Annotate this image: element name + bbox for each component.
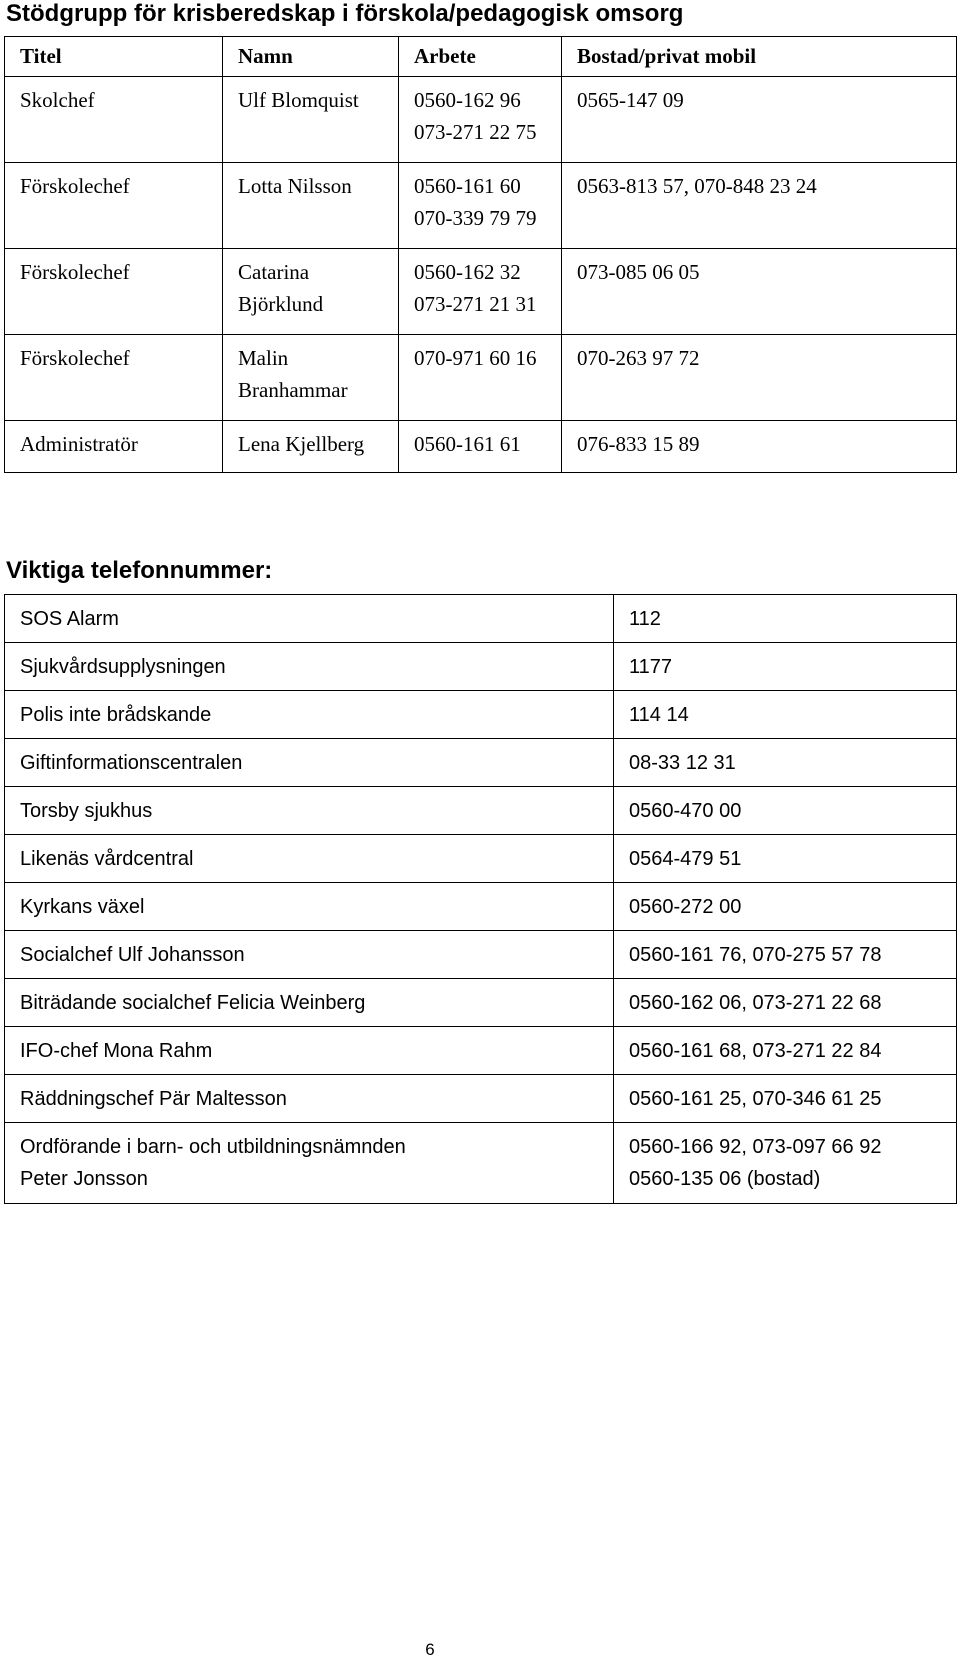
cell-bostad: 070-263 97 72	[562, 335, 957, 421]
phone-name: Biträdande socialchef Felicia Weinberg	[5, 979, 614, 1027]
phone-number: 112	[614, 595, 957, 643]
cell-bostad: 0563-813 57, 070-848 23 24	[562, 163, 957, 249]
cell-titel: Förskolechef	[5, 163, 223, 249]
phone-number: 0560-161 25, 070-346 61 25	[614, 1075, 957, 1123]
phone-name: Socialchef Ulf Johansson	[5, 931, 614, 979]
cell-arbete: 0560-162 32 073-271 21 31	[399, 249, 562, 335]
header-namn: Namn	[223, 37, 399, 77]
table-row	[5, 163, 957, 249]
table-row	[5, 931, 957, 979]
cell-titel: Förskolechef	[5, 335, 223, 421]
phone-name: Sjukvårdsupplysningen	[5, 643, 614, 691]
phone-number: 0560-162 06, 073-271 22 68	[614, 979, 957, 1027]
phone-name: Giftinformationscentralen	[5, 739, 614, 787]
phone-number: 0560-166 92, 073-097 66 92 0560-135 06 (bostad)	[614, 1123, 957, 1204]
table-row	[5, 595, 957, 643]
table-row	[5, 77, 957, 163]
table-row	[5, 1027, 957, 1075]
phone-name: Likenäs vårdcentral	[5, 835, 614, 883]
cell-bostad: 073-085 06 05	[562, 249, 957, 335]
table-row	[5, 883, 957, 931]
table-row	[5, 643, 957, 691]
table-row	[5, 691, 957, 739]
phone-name: Räddningschef Pär Maltesson	[5, 1075, 614, 1123]
cell-titel: Skolchef	[5, 77, 223, 163]
phone-name: Torsby sjukhus	[5, 787, 614, 835]
cell-namn: Lotta Nilsson	[223, 163, 399, 249]
crisis-group-table	[4, 36, 957, 473]
cell-bostad: 076-833 15 89	[562, 421, 957, 473]
table-row	[5, 335, 957, 421]
cell-namn: Catarina Björklund	[223, 249, 399, 335]
cell-namn: Ulf Blomquist	[223, 77, 399, 163]
phone-number: 0560-272 00	[614, 883, 957, 931]
page-number: 6	[425, 1640, 435, 1659]
cell-bostad: 0565-147 09	[562, 77, 957, 163]
table-row	[5, 249, 957, 335]
table-row	[5, 1123, 957, 1204]
table-row	[5, 979, 957, 1027]
page-title: Stödgrupp för krisberedskap i förskola/pedagogisk omsorg	[6, 0, 684, 27]
table-row	[5, 1075, 957, 1123]
phone-number: 0564-479 51	[614, 835, 957, 883]
header-bostad: Bostad/privat mobil	[562, 37, 957, 77]
header-titel: Titel	[5, 37, 223, 77]
phone-number: 0560-161 68, 073-271 22 84	[614, 1027, 957, 1075]
cell-arbete: 070-971 60 16	[399, 335, 562, 421]
phone-table	[4, 594, 957, 1204]
phone-name: Ordförande i barn- och utbildningsnämnden Peter Jonsson	[5, 1123, 614, 1204]
crisis-table-header-row	[5, 37, 957, 77]
cell-arbete: 0560-162 96 073-271 22 75	[399, 77, 562, 163]
phone-number: 1177	[614, 643, 957, 691]
table-row	[5, 787, 957, 835]
phone-name: SOS Alarm	[5, 595, 614, 643]
table-row	[5, 835, 957, 883]
cell-arbete: 0560-161 61	[399, 421, 562, 473]
cell-arbete: 0560-161 60 070-339 79 79	[399, 163, 562, 249]
cell-titel: Administratör	[5, 421, 223, 473]
cell-titel: Förskolechef	[5, 249, 223, 335]
phone-number: 0560-161 76, 070-275 57 78	[614, 931, 957, 979]
phone-number: 0560-470 00	[614, 787, 957, 835]
cell-namn: Lena Kjellberg	[223, 421, 399, 473]
table-row	[5, 421, 957, 473]
phone-name: IFO-chef Mona Rahm	[5, 1027, 614, 1075]
phone-name: Polis inte brådskande	[5, 691, 614, 739]
phone-number: 114 14	[614, 691, 957, 739]
phone-number: 08-33 12 31	[614, 739, 957, 787]
phone-name: Kyrkans växel	[5, 883, 614, 931]
section-title: Viktiga telefonnummer:	[6, 557, 273, 584]
cell-namn: Malin Branhammar	[223, 335, 399, 421]
header-arbete: Arbete	[399, 37, 562, 77]
table-row	[5, 739, 957, 787]
